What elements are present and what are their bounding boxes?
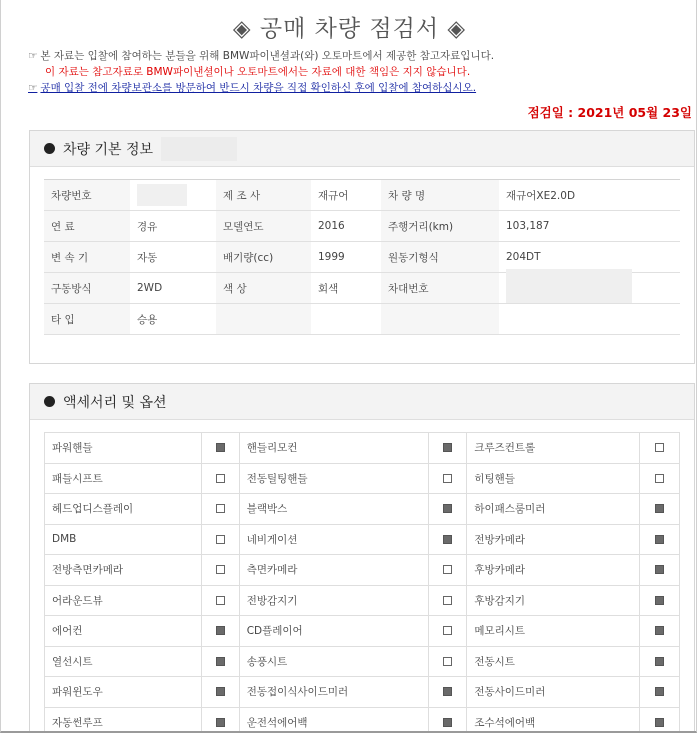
option-name: 측면카메라 bbox=[239, 555, 429, 586]
redacted-value bbox=[137, 184, 187, 206]
option-row bbox=[45, 646, 680, 677]
option-row bbox=[45, 494, 680, 525]
notice-text-1: 본 자료는 입찰에 참여하는 분들을 위해 BMW파이낸셜과(와) 오토마트에서 제공한 참고자료입니다. bbox=[40, 50, 495, 62]
option-check-cell bbox=[429, 585, 467, 616]
option-row bbox=[45, 463, 680, 494]
option-check-cell bbox=[201, 585, 239, 616]
info-value: 2WD bbox=[130, 273, 216, 304]
info-value bbox=[499, 273, 680, 304]
info-value: 1999 bbox=[311, 242, 381, 273]
info-value: 204DT bbox=[499, 242, 680, 273]
unchecked-box-icon bbox=[655, 474, 664, 483]
info-label: 차대번호 bbox=[381, 273, 499, 304]
info-label: 연 료 bbox=[44, 211, 130, 242]
notice-text-2: 이 자료는 참고자료로 BMW파이낸셜이나 오토마트에서는 자료에 대한 책임은 지지 않습니다. bbox=[45, 66, 471, 78]
info-label: 변 속 기 bbox=[44, 242, 130, 273]
option-check-cell bbox=[201, 494, 239, 525]
checked-box-icon bbox=[655, 504, 664, 513]
checked-box-icon bbox=[443, 687, 452, 696]
accessories-heading: 액세서리 및 옵션 bbox=[63, 394, 167, 411]
option-check-cell bbox=[429, 463, 467, 494]
checked-box-icon bbox=[216, 657, 225, 666]
info-value bbox=[499, 304, 680, 335]
option-name: 조수석에어백 bbox=[467, 707, 640, 733]
info-label: 차량번호 bbox=[44, 180, 130, 211]
checked-box-icon bbox=[655, 657, 664, 666]
option-name: 전동접이식사이드미러 bbox=[239, 677, 429, 708]
checked-box-icon bbox=[443, 443, 452, 452]
option-name: DMB bbox=[45, 524, 202, 555]
option-name: 하이패스룸미러 bbox=[467, 494, 640, 525]
info-label bbox=[216, 304, 311, 335]
option-check-cell bbox=[201, 555, 239, 586]
option-name: 송풍시트 bbox=[239, 646, 429, 677]
info-value: 회색 bbox=[311, 273, 381, 304]
option-name: 히팅핸들 bbox=[467, 463, 640, 494]
checked-box-icon bbox=[216, 718, 225, 727]
basic-info-table bbox=[44, 179, 680, 335]
notice-text-3: 공매 입찰 전에 차량보관소를 방문하여 반드시 차량을 직접 확인하신 후에 입찰에 참여하십시오. bbox=[40, 82, 477, 94]
info-label: 배기량(cc) bbox=[216, 242, 311, 273]
option-check-cell bbox=[201, 707, 239, 733]
option-name: 핸들리모컨 bbox=[239, 433, 429, 464]
option-check-cell bbox=[429, 494, 467, 525]
inspection-date: 점검일 : 2021년 05월 23일 bbox=[527, 105, 692, 120]
option-check-cell bbox=[201, 524, 239, 555]
unchecked-box-icon bbox=[655, 443, 664, 452]
info-label: 색 상 bbox=[216, 273, 311, 304]
checked-box-icon bbox=[655, 596, 664, 605]
option-check-cell bbox=[201, 616, 239, 647]
info-value: 재규어 bbox=[311, 180, 381, 211]
unchecked-box-icon bbox=[216, 474, 225, 483]
checked-box-icon bbox=[655, 626, 664, 635]
basic-info-heading: 차량 기본 정보 bbox=[63, 141, 154, 158]
option-row bbox=[45, 707, 680, 733]
option-name: 전동시트 bbox=[467, 646, 640, 677]
option-name: 파워윈도우 bbox=[45, 677, 202, 708]
option-name: 패들시프트 bbox=[45, 463, 202, 494]
option-name: 파워핸들 bbox=[45, 433, 202, 464]
option-check-cell bbox=[640, 494, 680, 525]
unchecked-box-icon bbox=[216, 535, 225, 544]
redacted-value bbox=[506, 269, 632, 303]
info-value bbox=[130, 180, 216, 211]
option-check-cell bbox=[201, 433, 239, 464]
option-check-cell bbox=[640, 616, 680, 647]
option-name: 전방카메라 bbox=[467, 524, 640, 555]
option-check-cell bbox=[640, 463, 680, 494]
option-check-cell bbox=[640, 707, 680, 733]
page-title: ◈ 공매 차량 점검서 ◈ bbox=[232, 16, 467, 42]
option-check-cell bbox=[201, 463, 239, 494]
checked-box-icon bbox=[443, 504, 452, 513]
info-label: 제 조 사 bbox=[216, 180, 311, 211]
unchecked-box-icon bbox=[443, 565, 452, 574]
info-value: 재규어XE2.0D bbox=[499, 180, 680, 211]
info-row bbox=[44, 304, 680, 335]
notice-line-3 bbox=[28, 80, 476, 97]
option-row bbox=[45, 677, 680, 708]
info-label: 주행거리(km) bbox=[381, 211, 499, 242]
notice-line-1 bbox=[28, 48, 494, 65]
accessories-header bbox=[30, 384, 694, 420]
unchecked-box-icon bbox=[443, 657, 452, 666]
info-row bbox=[44, 211, 680, 242]
info-label: 타 입 bbox=[44, 304, 130, 335]
info-value: 승용 bbox=[130, 304, 216, 335]
option-name: 헤드업디스플레이 bbox=[45, 494, 202, 525]
option-check-cell bbox=[429, 646, 467, 677]
option-name: 열선시트 bbox=[45, 646, 202, 677]
option-name: 메모리시트 bbox=[467, 616, 640, 647]
option-check-cell bbox=[429, 433, 467, 464]
option-name: 전방감지기 bbox=[239, 585, 429, 616]
checked-box-icon bbox=[655, 687, 664, 696]
pointing-hand-icon: ☞ bbox=[28, 50, 38, 62]
option-name: 후방감지기 bbox=[467, 585, 640, 616]
option-name: 전동사이드미러 bbox=[467, 677, 640, 708]
info-label: 차 량 명 bbox=[381, 180, 499, 211]
option-row bbox=[45, 433, 680, 464]
checked-box-icon bbox=[216, 626, 225, 635]
option-name: 운전석에어백 bbox=[239, 707, 429, 733]
unchecked-box-icon bbox=[216, 565, 225, 574]
unchecked-box-icon bbox=[443, 474, 452, 483]
info-label: 모델연도 bbox=[216, 211, 311, 242]
option-name: 후방카메라 bbox=[467, 555, 640, 586]
option-row bbox=[45, 555, 680, 586]
option-check-cell bbox=[429, 524, 467, 555]
unchecked-box-icon bbox=[216, 504, 225, 513]
info-value: 자동 bbox=[130, 242, 216, 273]
info-value: 103,187 bbox=[499, 211, 680, 242]
option-name: 어라운드뷰 bbox=[45, 585, 202, 616]
redacted-block bbox=[161, 137, 237, 161]
option-check-cell bbox=[201, 646, 239, 677]
option-name: 에어컨 bbox=[45, 616, 202, 647]
notice-line-2 bbox=[45, 64, 470, 81]
info-row bbox=[44, 180, 680, 211]
basic-info-panel bbox=[29, 130, 695, 364]
info-label bbox=[381, 304, 499, 335]
info-row bbox=[44, 242, 680, 273]
option-row bbox=[45, 616, 680, 647]
info-value bbox=[311, 304, 381, 335]
info-value: 2016 bbox=[311, 211, 381, 242]
bullet-icon bbox=[44, 143, 55, 154]
option-name: CD플레이어 bbox=[239, 616, 429, 647]
option-name: 크루즈컨트롤 bbox=[467, 433, 640, 464]
checked-box-icon bbox=[216, 687, 225, 696]
option-check-cell bbox=[429, 616, 467, 647]
option-check-cell bbox=[429, 707, 467, 733]
accessories-table bbox=[44, 432, 680, 733]
checked-box-icon bbox=[216, 443, 225, 452]
option-check-cell bbox=[429, 555, 467, 586]
info-label: 원동기형식 bbox=[381, 242, 499, 273]
unchecked-box-icon bbox=[443, 626, 452, 635]
option-check-cell bbox=[640, 433, 680, 464]
bullet-icon bbox=[44, 396, 55, 407]
info-value: 경유 bbox=[130, 211, 216, 242]
option-row bbox=[45, 585, 680, 616]
pointing-hand-icon: ☞ bbox=[28, 82, 38, 94]
option-check-cell bbox=[201, 677, 239, 708]
option-check-cell bbox=[640, 677, 680, 708]
option-name: 자동썬루프 bbox=[45, 707, 202, 733]
checked-box-icon bbox=[443, 718, 452, 727]
option-row bbox=[45, 524, 680, 555]
option-name: 전동틸팅핸들 bbox=[239, 463, 429, 494]
unchecked-box-icon bbox=[443, 596, 452, 605]
checked-box-icon bbox=[443, 535, 452, 544]
checked-box-icon bbox=[655, 535, 664, 544]
info-row bbox=[44, 273, 680, 304]
option-name: 전방측면카메라 bbox=[45, 555, 202, 586]
info-label: 구동방식 bbox=[44, 273, 130, 304]
option-check-cell bbox=[640, 555, 680, 586]
option-name: 블랙박스 bbox=[239, 494, 429, 525]
option-check-cell bbox=[640, 646, 680, 677]
accessories-panel bbox=[29, 383, 695, 733]
unchecked-box-icon bbox=[216, 596, 225, 605]
option-check-cell bbox=[640, 524, 680, 555]
option-check-cell bbox=[429, 677, 467, 708]
checked-box-icon bbox=[655, 565, 664, 574]
option-check-cell bbox=[640, 585, 680, 616]
basic-info-header bbox=[30, 131, 694, 167]
checked-box-icon bbox=[655, 718, 664, 727]
option-name: 네비게이션 bbox=[239, 524, 429, 555]
